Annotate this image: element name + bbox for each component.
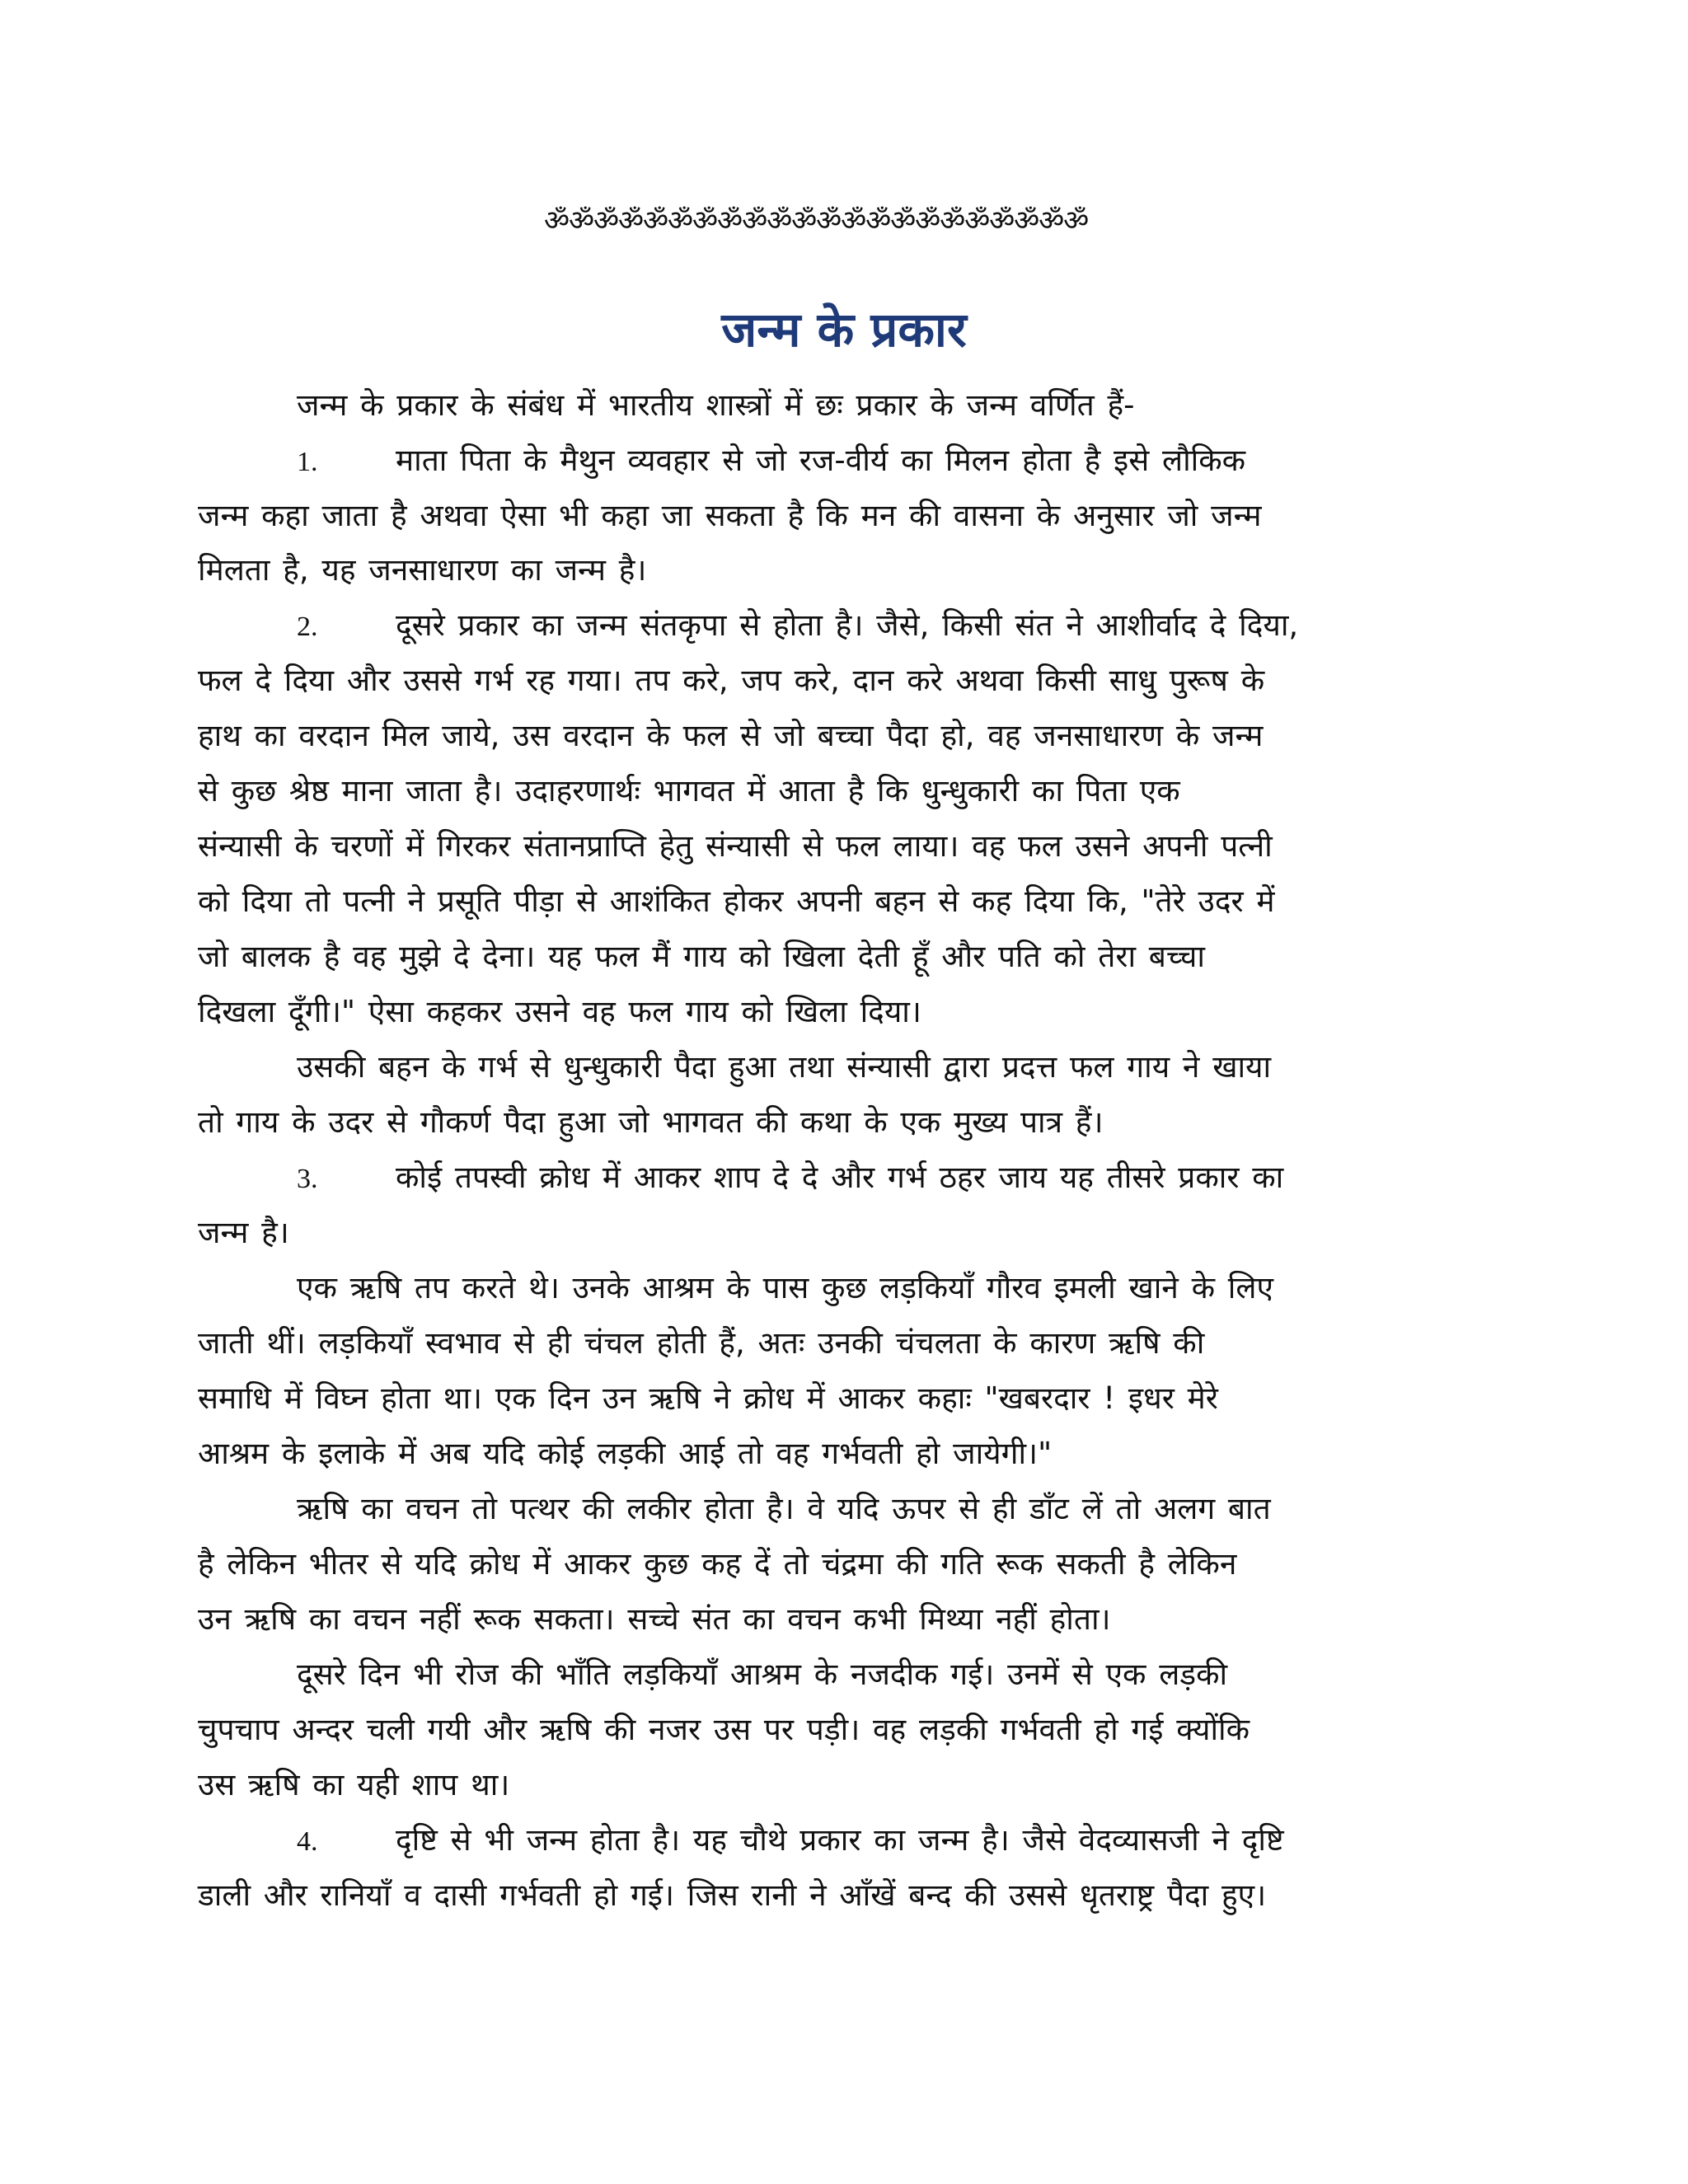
text-line: तो गाय के उदर से गौकर्ण पैदा हुआ जो भागवत की कथा के एक मुख्य पात्र हैं। bbox=[198, 1104, 1104, 1140]
text-line: समाधि में विघ्न होता था। एक दिन उन ऋषि ने क्रोध में आकर कहाः "खबरदार ! इधर मेरे bbox=[198, 1380, 1218, 1416]
text-line: 1. माता पिता के मैथुन व्यवहार से जो रज-वीर्य का मिलन होता है इसे लौकिक bbox=[297, 441, 1245, 482]
text-line: उस ऋषि का यही शाप था। bbox=[198, 1767, 510, 1802]
text-line: है लेकिन भीतर से यदि क्रोध में आकर कुछ कह दें तो चंद्रमा की गति रूक सकती है लेकिन bbox=[198, 1546, 1237, 1582]
text-line: उन ऋषि का वचन नहीं रूक सकता। सच्चे संत का वचन कभी मिथ्या नहीं होता। bbox=[198, 1601, 1111, 1637]
text-line: दिखला दूँगी।" ऐसा कहकर उसने वह फल गाय को खिला दिया। bbox=[198, 994, 921, 1029]
text-line: फल दे दिया और उससे गर्भ रह गया। तप करे, जप करे, दान करे अथवा किसी साधु पुरूष के bbox=[198, 663, 1265, 698]
text-line: जाती थीं। लड़कियाँ स्वभाव से ही चंचल होती हैं, अतः उनकी चंचलता के कारण ऋषि की bbox=[198, 1325, 1205, 1361]
text-line: से कुछ श्रेष्ठ माना जाता है। उदाहरणार्थः भागवत में आता है कि धुन्धुकारी का पिता एक bbox=[198, 773, 1180, 808]
text-line: हाथ का वरदान मिल जाये, उस वरदान के फल से जो बच्चा पैदा हो, वह जनसाधारण के जन्म bbox=[198, 718, 1264, 753]
list-number: 2. bbox=[297, 612, 318, 642]
list-number: 3. bbox=[297, 1164, 318, 1194]
list-number: 4. bbox=[297, 1826, 318, 1857]
text-line: जो बालक है वह मुझे दे देना। यह फल मैं गाय को खिला देती हूँ और पति को तेरा बच्चा bbox=[198, 939, 1205, 974]
list-number: 1. bbox=[297, 447, 318, 477]
text-line: जन्म के प्रकार के संबंध में भारतीय शास्त्रों में छः प्रकार के जन्म वर्णित हैं- bbox=[297, 387, 1135, 423]
text-line: 2. दूसरे प्रकार का जन्म संतकृपा से होता है। जैसे, किसी संत ने आशीर्वाद दे दिया, bbox=[297, 606, 1298, 647]
text-line: जन्म कहा जाता है अथवा ऐसा भी कहा जा सकता है कि मन की वासना के अनुसार जो जन्म bbox=[198, 498, 1262, 533]
text-line: को दिया तो पत्नी ने प्रसूति पीड़ा से आशंकित होकर अपनी बहन से कह दिया कि, "तेरे उदर में bbox=[198, 883, 1275, 919]
text-line: ऋषि का वचन तो पत्थर की लकीर होता है। वे यदि ऊपर से ही डाँट लें तो अलग बात bbox=[297, 1491, 1271, 1526]
text-line: जन्म है। bbox=[198, 1215, 289, 1250]
text-line: आश्रम के इलाके में अब यदि कोई लड़की आई तो वह गर्भवती हो जायेगी।" bbox=[198, 1436, 1053, 1471]
text-line: उसकी बहन के गर्भ से धुन्धुकारी पैदा हुआ तथा संन्यासी द्वारा प्रदत्त फल गाय ने खाया bbox=[297, 1049, 1272, 1085]
om-ornament-border: ॐॐॐॐॐॐॐॐॐॐॐॐॐॐॐॐॐॐॐॐॐॐ bbox=[544, 204, 1089, 237]
text-line: एक ऋषि तप करते थे। उनके आश्रम के पास कुछ लड़कियाँ गौरव इमली खाने के लिए bbox=[297, 1270, 1273, 1305]
text-line: 4. दृष्टि से भी जन्म होता है। यह चौथे प्रकार का जन्म है। जैसे वेदव्यासजी ने दृष्टि bbox=[297, 1821, 1284, 1862]
text-line: चुपचाप अन्दर चली गयी और ऋषि की नजर उस पर पड़ी। वह लड़की गर्भवती हो गई क्योंकि bbox=[198, 1712, 1250, 1747]
text-line: संन्यासी के चरणों में गिरकर संतानप्राप्ति हेतु संन्यासी से फल लाया। वह फल उसने अपनी पत्नी bbox=[198, 828, 1273, 864]
text-line: 3. कोई तपस्वी क्रोध में आकर शाप दे दे और गर्भ ठहर जाय यह तीसरे प्रकार का bbox=[297, 1158, 1283, 1199]
text-line: डाली और रानियाँ व दासी गर्भवती हो गई। जिस रानी ने आँखें बन्द की उससे धृतराष्ट्र पैदा हुए। bbox=[198, 1877, 1267, 1913]
text-line: दूसरे दिन भी रोज की भाँति लड़कियाँ आश्रम के नजदीक गई। उनमें से एक लड़की bbox=[297, 1657, 1228, 1692]
page-title: जन्म के प्रकार bbox=[721, 302, 967, 358]
text-line: मिलता है, यह जनसाधारण का जन्म है। bbox=[198, 552, 647, 588]
